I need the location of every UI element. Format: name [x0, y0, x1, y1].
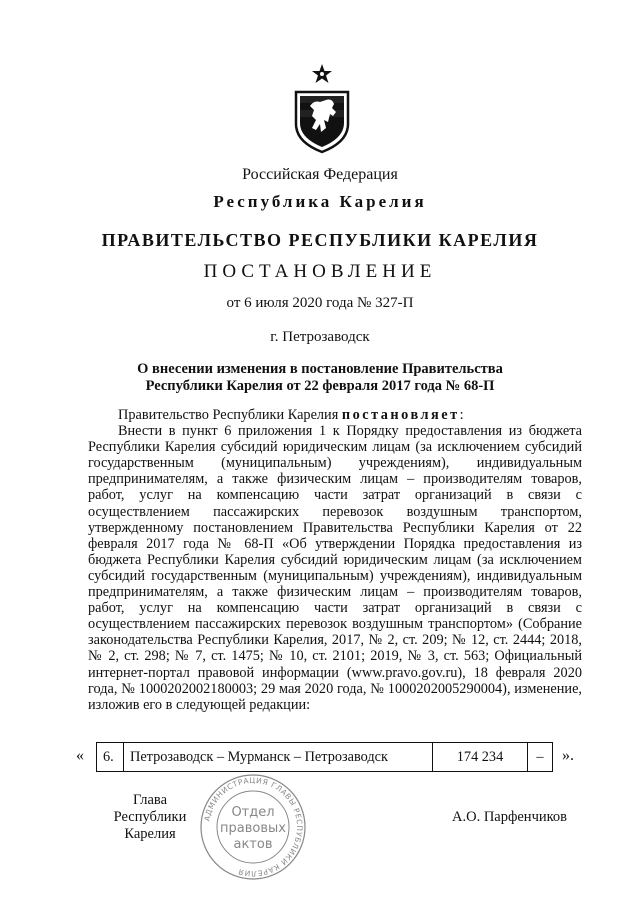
- republic-line: Республика Карелия: [213, 192, 427, 211]
- dash-cell: –: [528, 743, 553, 772]
- intro-end: :: [459, 407, 464, 423]
- table-quote-close: ».: [562, 747, 574, 764]
- amount-cell: 174 234: [433, 743, 528, 772]
- government-heading: ПРАВИТЕЛЬСТВО РЕСПУБЛИКИ КАРЕЛИЯ: [101, 230, 539, 250]
- coat-of-arms-emblem: [290, 62, 354, 154]
- signatory-name: А.О. Парфенчиков: [452, 809, 568, 825]
- svg-text:правовых: правовых: [220, 821, 286, 836]
- main-paragraph: Внести в пункт 6 приложения 1 к Порядку предоставления из бюджета Республики Карелия субсидий юридическим лицам (за исключением субсидий государственным (муниципальным) учреждениям), индивидуальным предпринимателям, а также физическим лицам – производителям товаров, работ, услуг на компенсацию части затрат организаций в связи с осуществлением пассажирских перевозок воздушным транспортом, утвержденному постановлением Правительства Республики Карелия от 22 февраля 2017 года № 68-П «Об утверждении Порядка предоставления из бюджета Республики Карелия субсидий юридическим лицам (за исключением субсидий государственным (муниципальным) учреждениям), индивидуальным предпринимателям, а также физическим лицам – производителям товаров, работ, услуг на компенсацию части затрат организаций в связи с осуществлением пассажирских перевозок воздушным транспортом» (Собрание законодательства Республики Карелия, 2017, № 2, ст. 209; № 12, ст. 2444; 2018, № 2, ст. 298; № 7, ст. 1475; № 10, ст. 2101; 2019, № 3, ст. 563; Официальный интернет-портал правовой информации (www.pravo.gov.ru), 18 февраля 2020 года, № 1000202002180003; 29 мая 2020 года, № 1000202005290004), изменение, изложив его в следующей редакции:: [88, 423, 582, 713]
- date-line: от 6 июля 2020 года № 327-П: [226, 295, 414, 311]
- svg-text:АДМИНИСТРАЦИЯ ГЛАВЫ РЕСПУБЛИКИ: АДМИНИСТРАЦИЯ ГЛАВЫ РЕСПУБЛИКИ КАРЕЛИЯ: [202, 775, 305, 879]
- title-line-2: Республики Карелия от 22 февраля 2017 года № 68-П: [145, 378, 495, 394]
- intro-paragraph: [88, 407, 582, 423]
- federation-line: Российская Федерация: [242, 166, 398, 183]
- position-line-2: Республики Карелия: [113, 809, 187, 842]
- intro-start: Правительство Республики Карелия: [118, 407, 342, 423]
- document-body: [88, 407, 582, 713]
- route-cell: Петрозаводск – Мурманск – Петрозаводск: [124, 743, 433, 772]
- position-line-1: Глава: [132, 792, 168, 808]
- row-number-cell: 6.: [97, 743, 124, 772]
- table-quote-open: «: [76, 747, 84, 764]
- amendment-table: [96, 742, 553, 772]
- legal-acts-department-stamp: [198, 772, 308, 882]
- svg-text:Отдел: Отдел: [231, 805, 275, 820]
- city-line: г. Петрозаводск: [270, 329, 370, 345]
- intro-spaced-word: постановляет: [341, 407, 460, 423]
- document-type: ПОСТАНОВЛЕНИЕ: [203, 261, 437, 282]
- table-row: [97, 743, 553, 772]
- svg-text:актов: актов: [233, 837, 273, 852]
- signatory-position: [88, 792, 212, 843]
- title-line-1: О внесении изменения в постановление Правительства: [137, 361, 503, 377]
- document-title: [0, 361, 640, 395]
